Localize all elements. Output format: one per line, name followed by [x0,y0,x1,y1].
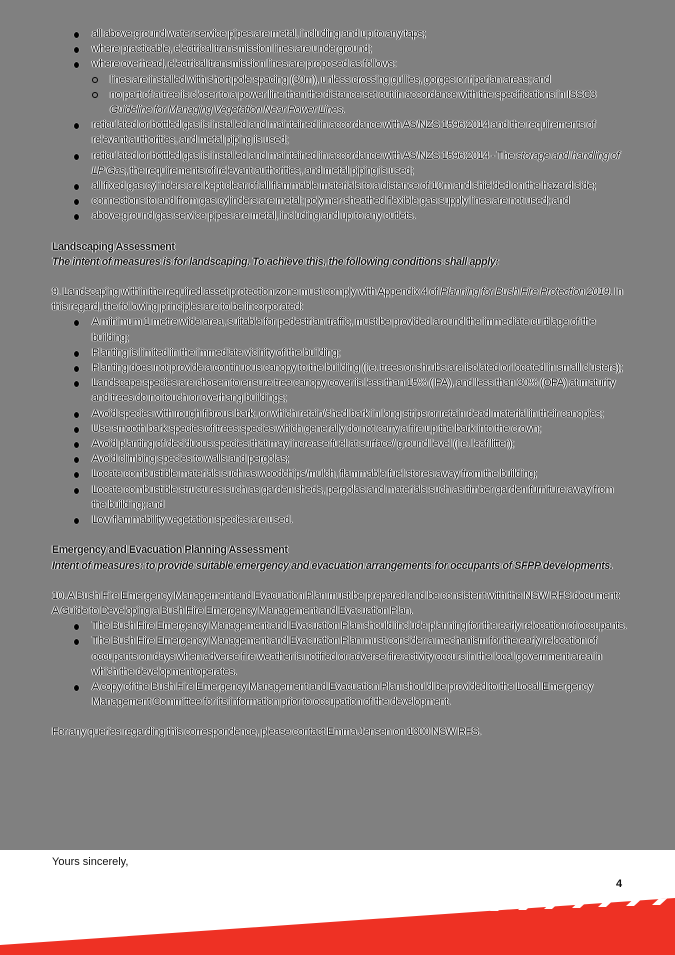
sublist-item: lines are installed with short pole spacing (30m), unless crossing gullies, gorges or riparian areas; and [92,73,627,88]
list-item-text: where overhead, electrical transmission lines are proposed as follows: [92,58,397,71]
list-item-text-tail: , the requirements of relevant authorities, and metal piping is used; [124,164,414,177]
condition-text-tail: . In this regard, the following principles are to be incorporated: [52,286,623,314]
list-item-text: reticulated or bottled gas is installed and maintained in accordance with AS/NZS 1596:2014 - The [92,149,517,162]
queries-contact: For any queries regarding this correspondence, please contact Emma Jensen on 1300 NSW RFS. [52,726,481,739]
closing-salutation: Yours sincerely, [52,856,129,868]
list-item: Planting is limited in the immediate vicinity of the building; [52,346,627,361]
list-item [52,57,627,118]
landscaping-heading: Landscaping Assessment [52,240,175,253]
standard-title: storage and handling of LP Gas [92,149,620,177]
list-item: Avoid climbing species to walls and pergolas; [52,452,627,467]
list-item: Avoid species with rough fibrous bark, or which retain/shed bark in long strips or retain dead material in their canopies; [52,407,627,422]
emergency-condition: 10. A Bush Fire Emergency Management and Evacuation Plan must be prepared and be consistent with the NSW RFS document: A Guide to Developing a Bush Fire Emergency Management and Evacuation Plan. [52,589,620,617]
services-list [52,27,627,225]
list-item: Avoid planting of deciduous species that may increase fuel at surface/ ground level (i.e. leaf litter); [52,437,627,452]
list-item: Locate combustible structures such as garden sheds, pergolas and materials such as timber garden furniture away from the building; and [52,483,627,513]
list-item: Locate combustible materials such as woodchips/mulch, flammable fuel stores away from the building; [52,467,627,482]
emergency-heading: Emergency and Evacuation Planning Assessment [52,544,288,557]
pbp-title: Planning for Bush Fire Protection 2019 [440,286,610,299]
footer-chevron-band-icon [0,890,675,955]
sublist-item-text: no part of a tree is closer to a power line than the distance set out in accordance with the specifications in ISSC3 [110,88,596,101]
list-item: The Bush Fire Emergency Management and Evacuation Plan should include planning for the early relocation of occupants. [52,619,627,634]
landscaping-list [52,315,627,528]
emergency-list [52,619,627,710]
list-item: where practicable, electrical transmission lines are underground; [52,42,627,57]
list-item: all above-ground water service pipes are metal, including and up to any taps; [52,27,627,42]
sublist-item [92,88,627,118]
document-body [52,27,627,741]
condition-text: 9. Landscaping within the required asset protection zone must comply with Appendix 4 of [52,286,441,299]
guideline-title: Guideline for Managing Vegetation Near Power Lines. [110,104,345,117]
list-item: Planting does not provide a continuous canopy to the building (i.e. trees or shrubs are isolated or located in small clusters); [52,361,627,376]
list-item: connections to and from gas cylinders are metal; polymer-sheathed flexible gas supply lines are not used; and [52,194,627,209]
emergency-intent: Intent of measures: to provide suitable emergency and evacuation arrangements for occupants of SFPP developments. [52,559,613,572]
list-item: Landscape species are chosen to ensure tree canopy cover is less than 15% (IPA), and less than 30% (OPA) at maturity and trees do no touch or overhang buildings; [52,376,627,406]
list-item: above-ground gas service pipes are metal, including and up to any outlets. [52,209,627,224]
list-item [52,149,627,179]
list-item: A minimum 1 metre wide area, suitable for pedestrian traffic, must be provided around the immediate curtilage of the building; [52,315,627,345]
landscaping-condition [52,285,627,315]
list-item: A copy of the Bush Fire Emergency Management and Evacuation Plan should be provided to the Local Emergency Management Committee for its information prior to occupation of the development. [52,680,627,710]
list-item: Low flammability vegetation species are used. [52,513,627,528]
list-item: all fixed gas cylinders are kept clear of all flammable materials to a distance of 10m and shielded on the hazard side; [52,179,627,194]
list-item: reticulated or bottled gas is installed and maintained in accordance with AS/NZS 1596:2014 and the requirements of relevant authorities, and metal piping is used; [52,118,627,148]
page-number: 4 [616,878,623,890]
landscaping-intent: The intent of measures is for landscaping. To achieve this, the following conditions shall apply: [52,255,499,268]
list-item: Use smooth bark species of trees species which generally do not carry a fire up the bark into the crown; [52,422,627,437]
overhead-sublist [92,73,627,119]
list-item: The Bush Fire Emergency Management and Evacuation Plan must consider a mechanism for the early relocation of occupants on days when adverse fire weather is notified or adverse fire activity occurs in the local government area in which the development operates. [52,634,627,680]
